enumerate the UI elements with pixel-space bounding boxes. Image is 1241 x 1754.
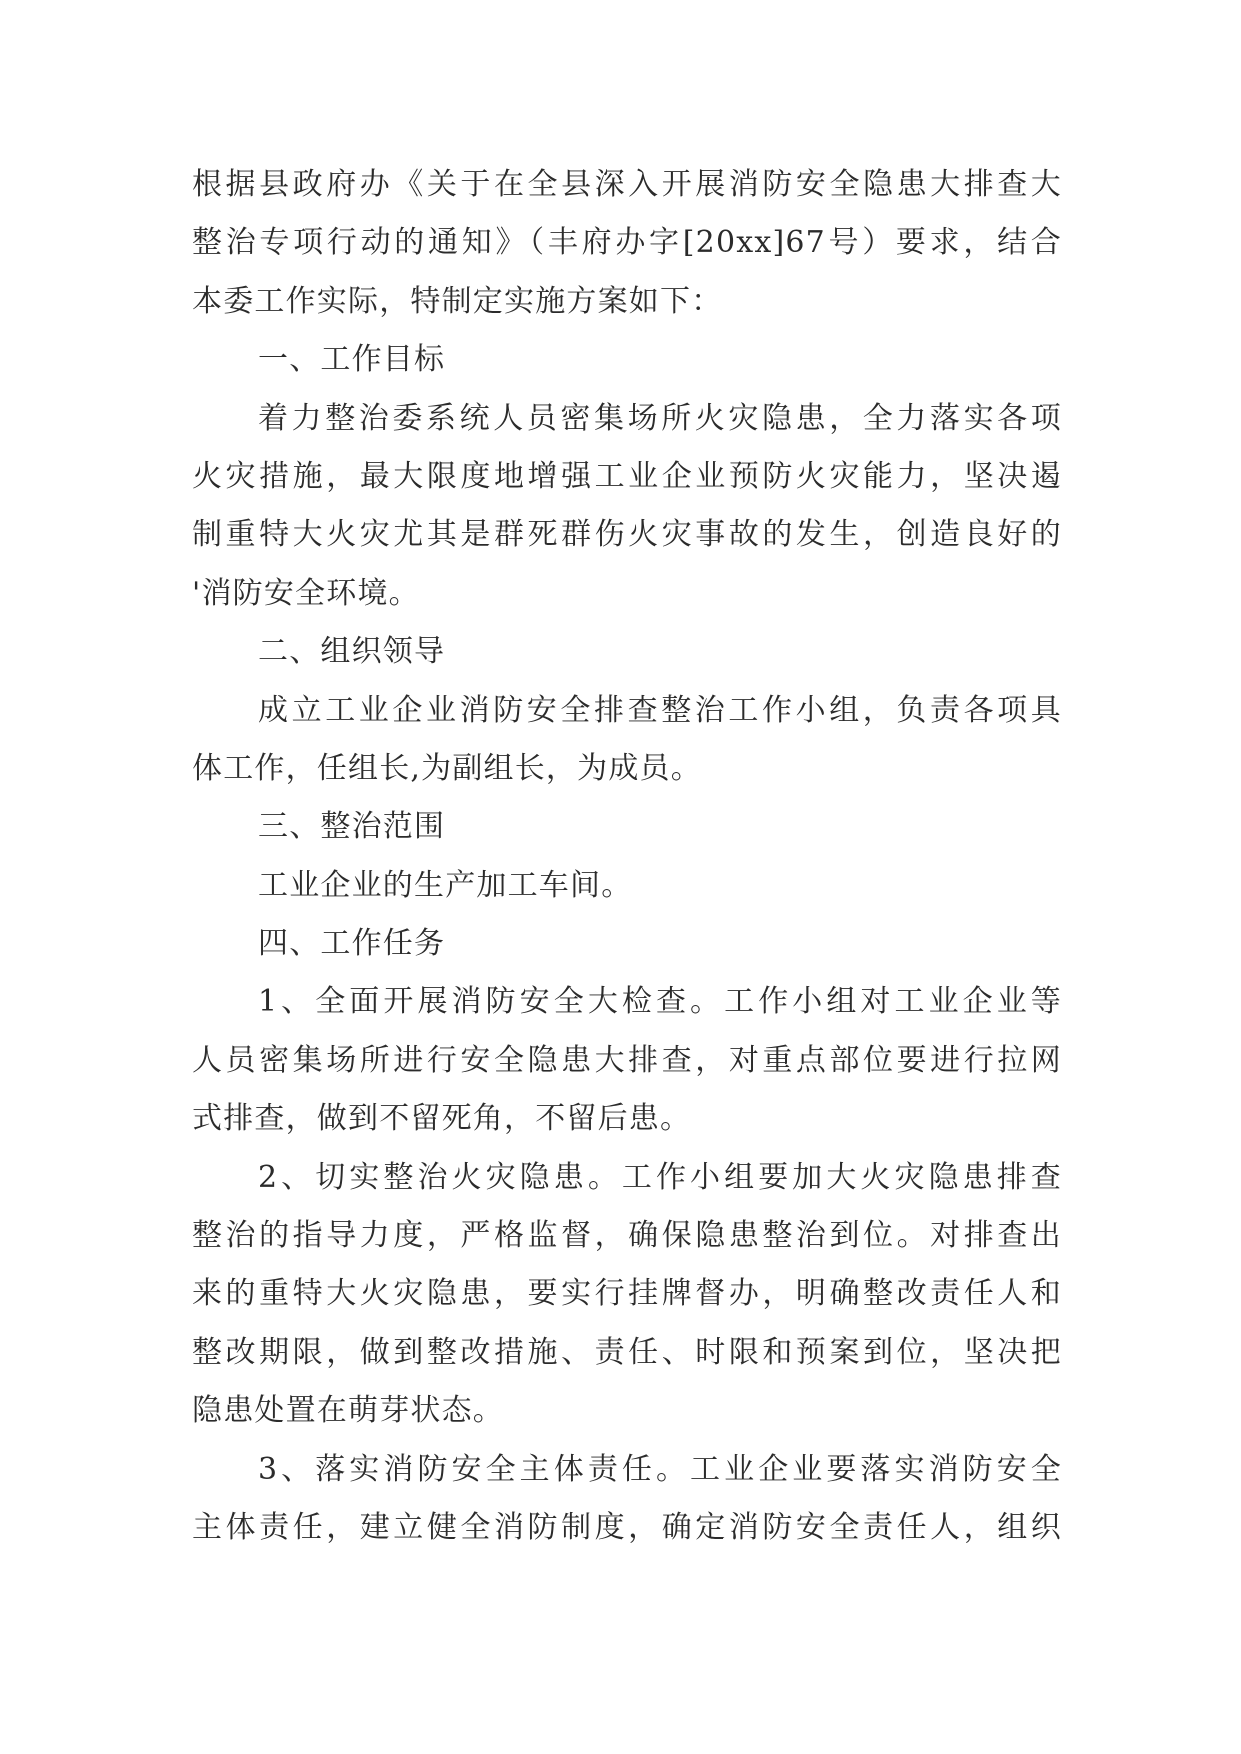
text-line: 来的重特大火灾隐患，要实行挂牌督办，明确整改责任人和 (192, 1276, 1062, 1312)
text-line: 二、组织领导 (258, 634, 446, 670)
text-line: 制重特大火灾尤其是群死群伤火灾事故的发生，创造良好的 (192, 517, 1062, 553)
text-line: 三、整治范围 (258, 809, 446, 845)
text-line: 根据县政府办《关于在全县深入开展消防安全隐患大排查大 (192, 167, 1062, 202)
text-line: 着力整治委系统人员密集场所火灾隐患，全力落实各项 (258, 400, 1062, 436)
text-line: 2、切实整治火灾隐患。工作小组要加大火灾隐患排查 (258, 1159, 1062, 1195)
text-line: 工业企业的生产加工车间。 (258, 867, 633, 903)
text-line: 主体责任，建立健全消防制度，确定消防安全责任人，组织 (192, 1509, 1062, 1545)
text-line: 本委工作实际，特制定实施方案如下： (192, 283, 723, 319)
text-line: '消防安全环境。 (192, 575, 420, 611)
text-line: 3、落实消防安全主体责任。工业企业要落实消防安全 (258, 1451, 1062, 1487)
text-line: 式排查，做到不留死角，不留后患。 (192, 1101, 692, 1137)
text-line: 整治的指导力度，严格监督，确保隐患整治到位。对排查出 (192, 1218, 1062, 1254)
text-line: 人员密集场所进行安全隐患大排查，对重点部位要进行拉网 (192, 1042, 1062, 1078)
document-body (192, 156, 1062, 1557)
text-line: 成立工业企业消防安全排查整治工作小组，负责各项具 (258, 692, 1062, 728)
text-line: 体工作，任组长,为副组长，为成员。 (192, 750, 702, 786)
text-line: 火灾措施，最大限度地增强工业企业预防火灾能力，坚决遏 (192, 458, 1062, 494)
text-line: 四、工作任务 (258, 926, 446, 962)
text-line: 1、全面开展消防安全大检查。工作小组对工业企业等 (258, 984, 1062, 1020)
text-line: 隐患处置在萌芽状态。 (192, 1393, 504, 1429)
text-line: 整治专项行动的通知》（丰府办字[20xx]67号）要求，结合 (192, 225, 1062, 261)
text-line: 一、工作目标 (258, 342, 446, 378)
text-line: 整改期限，做到整改措施、责任、时限和预案到位，坚决把 (192, 1334, 1062, 1370)
